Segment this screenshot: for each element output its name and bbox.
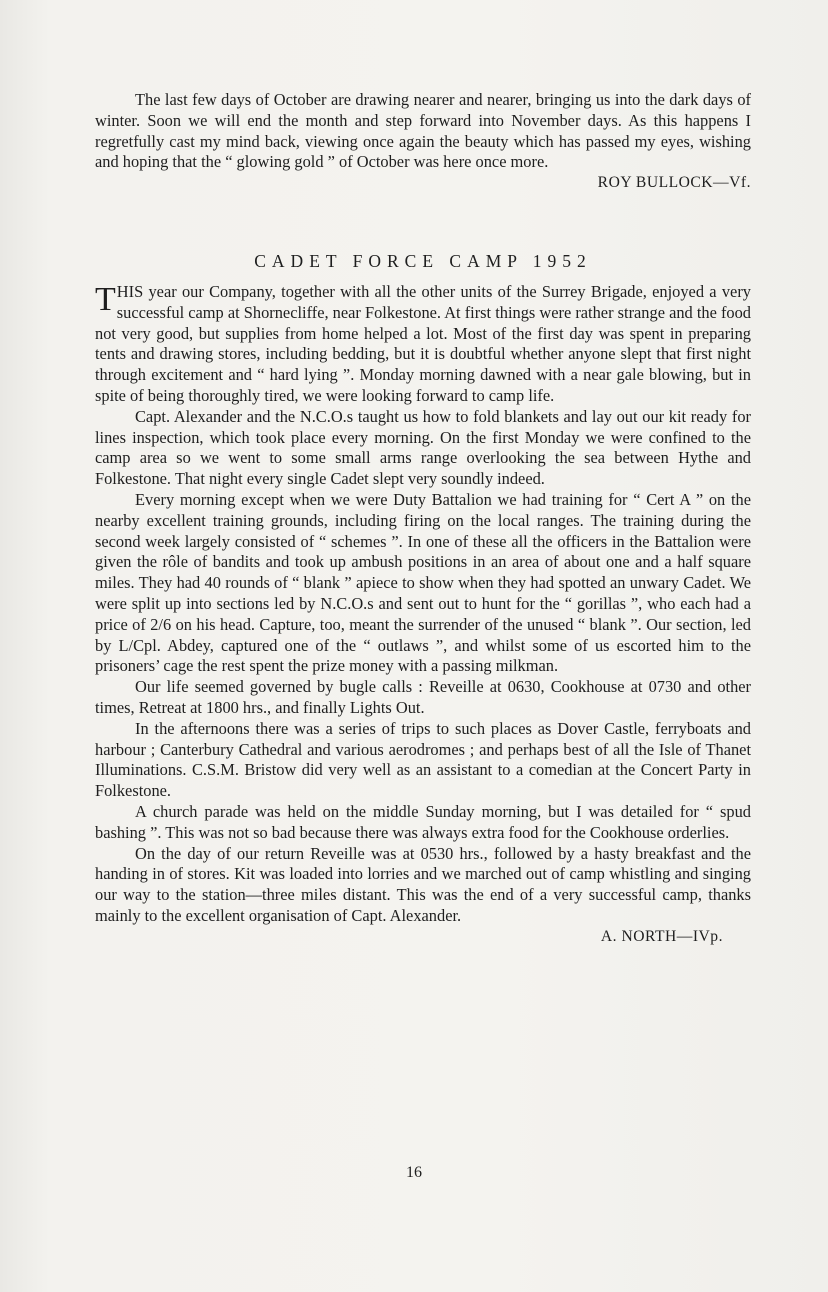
text-column: [95, 90, 751, 947]
article-paragraph: Our life seemed governed by bugle calls : Reveille at 0630, Cookhouse at 0730 and other times, Retreat at 1800 hrs., and finally Lights Out.: [95, 677, 751, 717]
article-author-signature: A. NORTH—IVp.: [600, 927, 723, 945]
article-paragraph: A church parade was held on the middle Sunday morning, but I was detailed for “ spud bashing ”. This was not so bad because there was always extra food for the Cookhouse orderlies.: [95, 801, 751, 842]
article-paragraph: Every morning except when we were Duty Battalion we had training for “ Cert A ” on the nearby excellent training grounds, including firing on the local ranges. The training during the second week largely consisted of “ schemes ”. In one of these all the officers in the Battalion were given the rôle of bandits and took up ambush positions in an area of about one and a half square miles. They had 40 rounds of “ blank ” apiece to show when they had spotted an unwary Cadet. We were split up into sections led by N.C.O.s and sent out to hunt for the “ gorillas ”, who each had a price of 2/6 on his head. Capture, too, meant the surrender of the unused “ blank ”. Our section, led by L/Cpl. Abdey, captured one of the “ outlaws ”, and whilst some of us escorted him to the prisoners’ cage the rest spent the prize money with a passing milkman.: [95, 489, 751, 676]
article-title: CADET FORCE CAMP 1952: [254, 250, 592, 271]
article-paragraph: Capt. Alexander and the N.C.O.s taught us how to fold blankets and lay out our kit ready for lines inspection, which took place every morning. On the first Monday we were confined to the camp area so we went to some small arms range overlooking the sea between Hythe and Folkestone. That night every single Cadet slept very soundly indeed.: [95, 406, 751, 489]
intro-paragraph: The last few days of October are drawing nearer and nearer, bringing us into the dark days of winter. Soon we will end the month and step forward into November days. As this happens I regretfully cast my mind back, viewing once again the beauty which has passed my eyes, wishing and hoping that the “ glowing gold ” of October was here once more.: [95, 90, 751, 172]
intro-author-signature: ROY BULLOCK—Vf.: [597, 174, 751, 192]
first-paragraph-text: HIS year our Company, together with all the other units of the Surrey Brigade, enjoyed a very successful camp at Shornecliffe, near Folkestone. At first things were rather strange and the food not very good, but supplies from home helped a lot. Most of the first day was spent in preparing tents and drawing stores, including bedding, but it is doubtful whether anyone slept that first night through excitement and “ hard lying ”. Monday morning dawned with a near gale blowing, but in spite of being thoroughly tired, we were looking forward to camp life.: [95, 281, 751, 405]
drop-cap-letter: T: [95, 280, 116, 318]
article-paragraph: In the afternoons there was a series of trips to such places as Dover Castle, ferryboats and harbour ; Canterbury Cathedral and various aerodromes ; and perhaps best of all the Isle of Thanet Illuminations. C.S.M. Bristow did very well as an assistant to a comedian at the Concert Party in Folkestone.: [95, 718, 751, 801]
page-number: 16: [406, 1164, 422, 1181]
article-first-paragraph: [95, 282, 751, 407]
article-paragraph: On the day of our return Reveille was at 0530 hrs., followed by a hasty breakfast and the handing in of stores. Kit was loaded into lorries and we marched out of camp whistling and singing our way to the station—three miles distant. This was the end of a very successful camp, thanks mainly to the excellent organisation of Capt. Alexander.: [95, 843, 751, 925]
